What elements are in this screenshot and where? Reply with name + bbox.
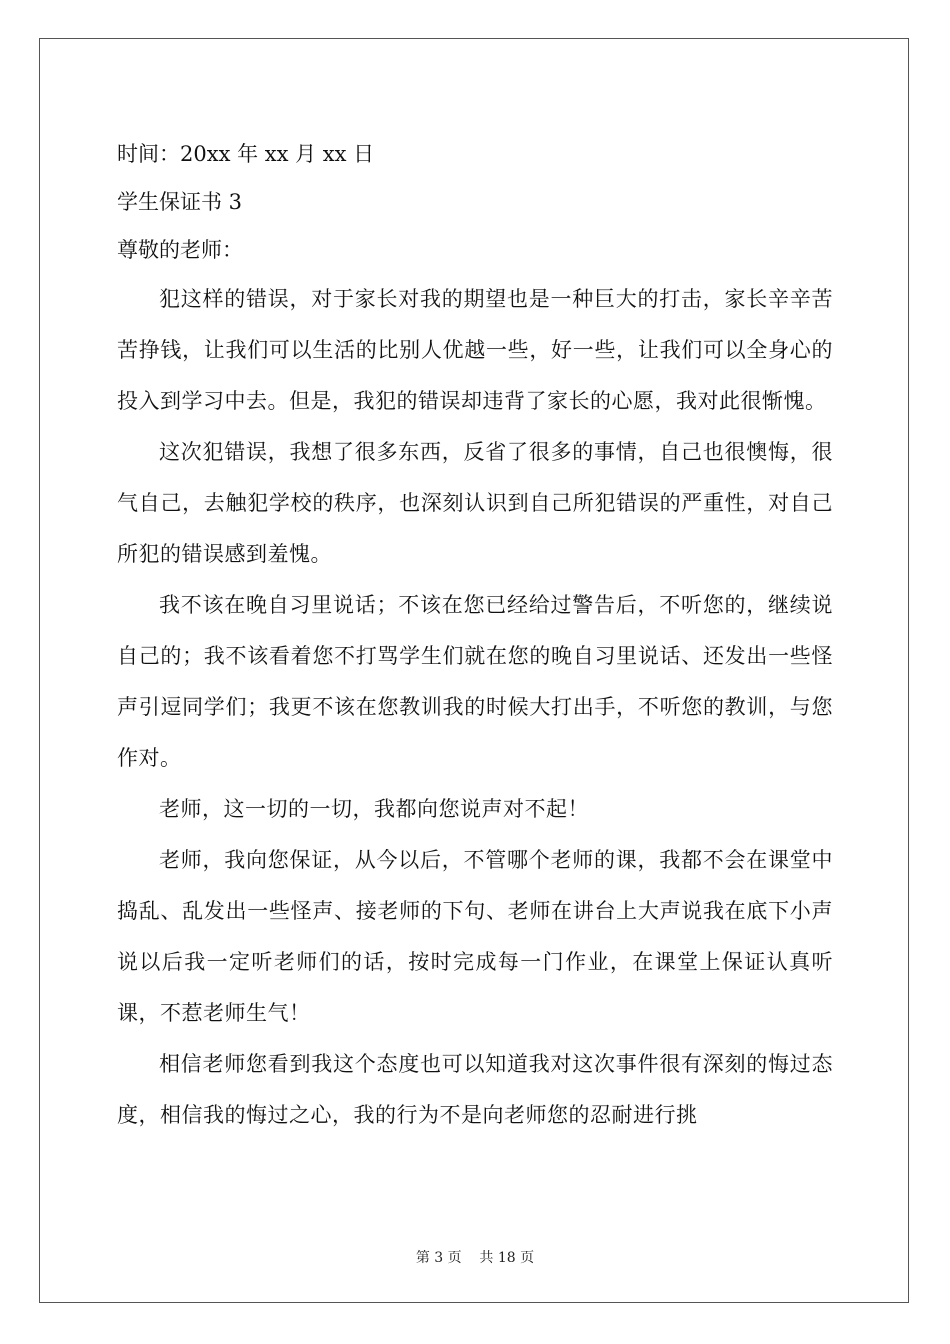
salutation: 尊敬的老师： (117, 238, 243, 262)
paragraph: 相信老师您看到我这个态度也可以知道我对这次事件很有深刻的悔过态度，相信我的悔过之心，我的行为不是向老师您的忍耐进行挑 (117, 1052, 833, 1127)
paragraph: 老师，我向您保证，从今以后，不管哪个老师的课，我都不会在课堂中捣乱、乱发出一些怪声、接老师的下句、老师在讲台上大声说我在底下小声说以后我一定听老师们的话，按时完成每一门作业，在课堂上保证认真听课，不惹老师生气！ (117, 848, 833, 1025)
document-body (117, 130, 833, 1141)
paragraph: 老师，这一切的一切，我都向您说声对不起！ (159, 797, 589, 821)
page-footer: 第 3 页 共 18 页 (415, 1250, 535, 1266)
section-title: 学生保证书 3 (117, 190, 243, 214)
paragraph: 我不该在晚自习里说话；不该在您已经给过警告后，不听您的，继续说自己的；我不该看着您不打骂学生们就在您的晚自习里说话、还发出一些怪声引逗同学们；我更不该在您教训我的时候大打出手，不听您的教训，与您作对。 (117, 593, 833, 770)
paragraph: 这次犯错误，我想了很多东西，反省了很多的事情，自己也很懊悔，很气自己，去触犯学校的秩序，也深刻认识到自己所犯错误的严重性，对自己所犯的错误感到羞愧。 (117, 440, 833, 566)
paragraph: 犯这样的错误，对于家长对我的期望也是一种巨大的打击，家长辛辛苦苦挣钱，让我们可以生活的比别人优越一些，好一些，让我们可以全身心的投入到学习中去。但是，我犯的错误却违背了家长的心愿，我对此很惭愧。 (117, 287, 833, 413)
date-line: 时间：20xx 年 xx 月 xx 日 (117, 142, 375, 166)
